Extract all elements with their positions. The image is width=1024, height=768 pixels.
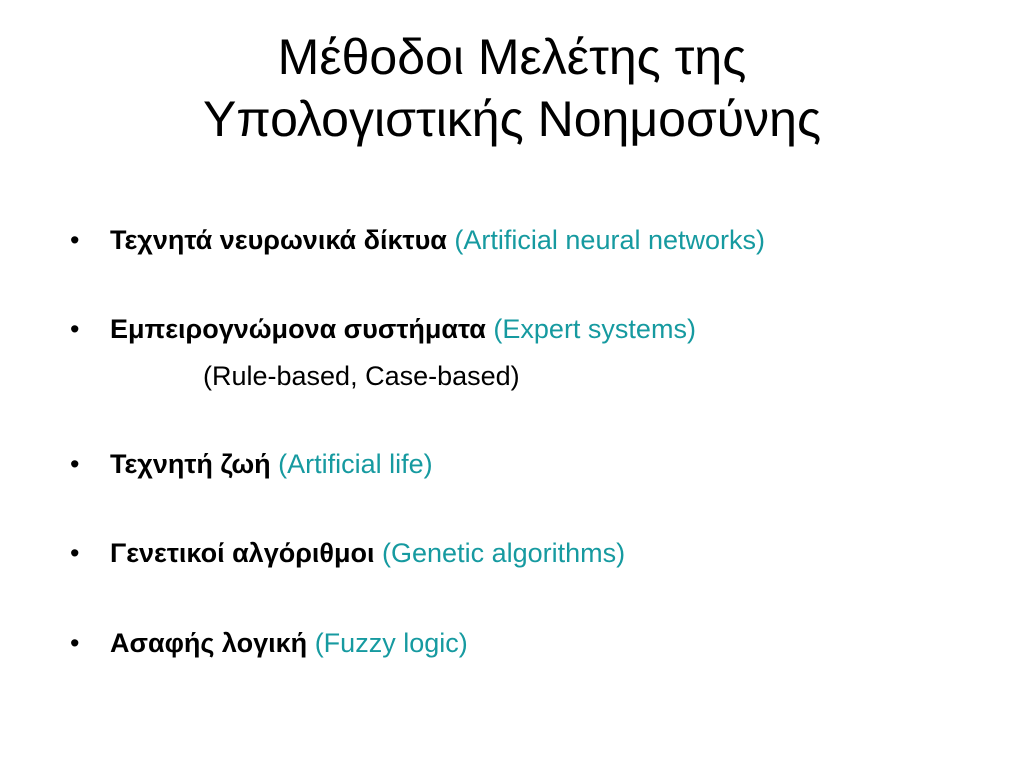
bullet-icon: • <box>70 225 80 255</box>
title-line-2: Υπολογιστικής Νοημοσύνης <box>202 91 822 147</box>
english-term: (Artificial life) <box>278 449 433 479</box>
bullet-text <box>110 307 696 351</box>
english-term: (Fuzzy logic) <box>314 628 468 658</box>
english-term: (Expert systems) <box>493 314 696 344</box>
bullet-text <box>110 442 433 486</box>
english-term: (Artificial neural networks) <box>454 225 765 255</box>
bullet-icon: • <box>70 538 80 568</box>
bullet-icon: • <box>70 628 80 658</box>
greek-term: Γενετικοί αλγόριθμοι <box>110 538 375 568</box>
sub-note: (Rule-based, Case-based) <box>203 361 520 391</box>
bullet-icon: • <box>70 314 80 344</box>
bullet-text <box>110 621 468 665</box>
greek-term: Τεχνητή ζωή <box>110 449 271 479</box>
greek-term: Ασαφής λογική <box>110 628 308 658</box>
title-line-1: Μέθοδοι Μελέτης της <box>277 29 747 85</box>
bullet-text <box>110 218 765 262</box>
greek-term: Εμπειρογνώμονα συστήματα <box>110 314 486 344</box>
bullet-text <box>110 531 625 575</box>
bullet-icon: • <box>70 449 80 479</box>
english-term: (Genetic algorithms) <box>382 538 626 568</box>
slide-title <box>0 26 1024 150</box>
greek-term: Τεχνητά νευρωνικά δίκτυα <box>110 225 447 255</box>
